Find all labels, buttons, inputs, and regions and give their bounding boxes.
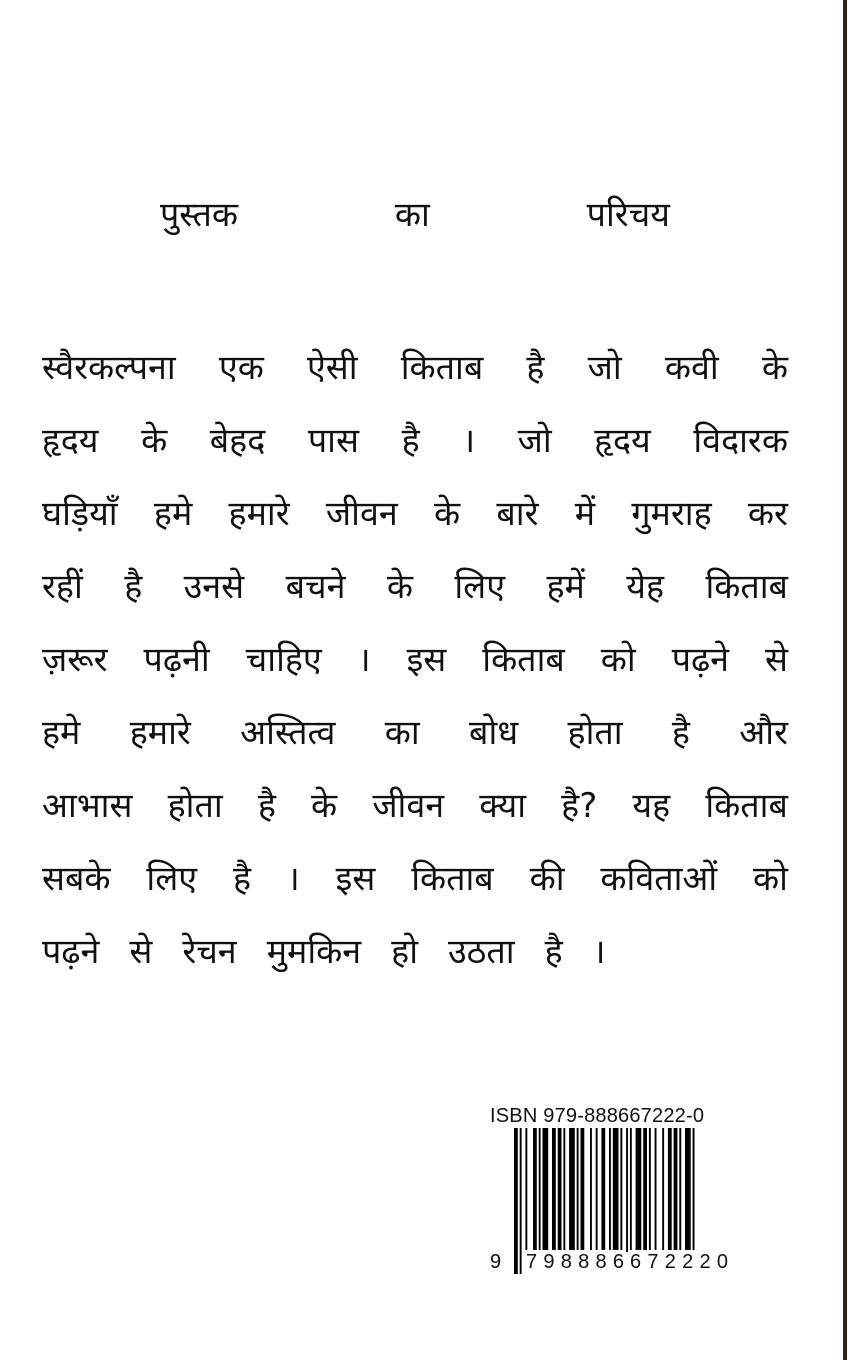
paragraph-word: बेहद [209,421,266,461]
paragraph-word: जीवन [325,494,398,534]
paragraph-word: किताब [705,567,788,607]
paragraph-word: होता [167,786,223,826]
barcode-digit: 2 [699,1251,711,1273]
paragraph-word: हमे [42,713,81,753]
paragraph-word: हमारे [228,494,290,534]
paragraph-word: जो [587,348,622,388]
paragraph-line [42,478,788,551]
barcode-digit: 7 [526,1251,538,1273]
paragraph-word: है [124,567,143,607]
barcode-bar [539,1128,541,1252]
paragraph-word: के [386,567,413,607]
barcode-digit: 9 [543,1251,555,1273]
paragraph-line [42,624,788,697]
barcode-bar [525,1128,527,1252]
paragraph-word: उनसे [183,567,245,607]
paragraph-word: किताब [482,640,565,680]
barcode-bar [626,1128,628,1252]
paragraph-line [42,332,788,405]
paragraph-word: गुमराह [631,494,712,534]
paragraph-word: बोध [469,713,519,753]
paragraph-word: ऐसी [306,348,358,388]
paragraph-word: रहीं [42,567,83,607]
paragraph-word: क्या [479,786,526,826]
paragraph-word: की [529,859,565,899]
barcode-digit-group-left [524,1250,626,1274]
barcode-bar [636,1128,642,1252]
paragraph-word: अस्तित्व [240,713,336,753]
page-title [160,190,670,240]
paragraph-word: । [357,640,371,680]
barcode-bar [620,1128,622,1252]
paragraph-line [42,843,788,916]
title-word: परिचय [586,195,670,235]
paragraph-word: जीवन [372,786,445,826]
barcode-bar [563,1128,565,1252]
paragraph-word: लिए [454,567,506,607]
barcode-bar [590,1128,592,1252]
paragraph-line [42,697,788,770]
barcode-bar [533,1128,537,1252]
paragraph-word: के [434,494,461,534]
paragraph-word: स्वैरकल्पना [42,348,176,388]
paragraph-word: से [129,932,153,972]
barcode-digit-first: 9 [490,1251,502,1273]
paragraph-word: है [232,859,251,899]
paragraph-word: । [286,859,300,899]
paragraph-word: मुमकिन [266,932,362,972]
barcode-bar [543,1128,549,1252]
paragraph-word: पढ़नी [143,640,210,680]
paragraph-word: कविताओं [600,859,718,899]
barcode-bar [569,1128,575,1252]
barcode-bar [668,1128,672,1252]
paragraph-word: होता [567,713,623,753]
paragraph-word: सबके [42,859,111,899]
paragraph-line [42,770,788,843]
paragraph-word: में [574,494,596,534]
paragraph-word: कर [747,494,788,534]
paragraph-word: किताब [400,348,484,388]
description-paragraph [42,332,788,989]
paragraph-word: को [753,859,788,899]
paragraph-word: है? [561,786,598,826]
paragraph-word: हमें [546,567,585,607]
paragraph-word: लिए [146,859,198,899]
paragraph-line [42,405,788,478]
paragraph-word: पढ़ने [42,932,100,972]
paragraph-word: किताब [705,786,788,826]
barcode-bar [630,1128,632,1252]
barcode-bar [552,1128,556,1252]
paragraph-word: है [257,786,276,826]
paragraph-word: । [462,421,476,461]
paragraph-word: येह [626,567,665,607]
paragraph-word: है [671,713,690,753]
barcode-digit: 8 [578,1251,590,1273]
paragraph-word: है [401,421,420,461]
barcode-digit: 8 [595,1251,607,1273]
barcode-bar [558,1128,562,1252]
paragraph-word: से [765,640,788,680]
barcode-bar [581,1128,585,1252]
barcode-digits [490,1250,748,1274]
paragraph-word: । [592,932,606,972]
barcode-bar [679,1128,681,1252]
barcode-bar [674,1128,678,1252]
paragraph-word: इस [406,640,447,680]
paragraph-word: घड़ियाँ [42,494,118,534]
barcode-digit-group-right [628,1250,730,1274]
barcode-bar [577,1128,579,1252]
barcode-digit: 2 [682,1251,694,1273]
barcode-digit: 6 [630,1251,642,1273]
paragraph-word: कवी [664,348,719,388]
paragraph-word: और [739,713,788,753]
paragraph-word: एक [218,348,264,388]
paragraph-word: हृदय [594,421,651,461]
paragraph-word: के [311,786,338,826]
paragraph-word: बचने [285,567,346,607]
paragraph-word: पढ़ने [671,640,730,680]
paragraph-word: इस [335,859,376,899]
paragraph-line [42,916,788,989]
paragraph-word: यह [632,786,671,826]
paragraph-word: बारे [496,494,539,534]
paragraph-word: आभास [42,786,133,826]
paragraph-word: ज़रूर [42,640,108,680]
barcode-bar [596,1128,598,1252]
barcode-digit: 8 [560,1251,572,1273]
paragraph-word: हमारे [129,713,191,753]
paragraph-word: के [761,348,788,388]
barcode-digit: 0 [716,1251,728,1273]
title-word: पुस्तक [160,195,239,235]
paragraph-word: चाहिए [245,640,322,680]
paragraph-word: को [600,640,636,680]
isbn-barcode-block [490,1104,748,1274]
paragraph-word: हो [391,932,419,972]
book-spine-edge [841,0,850,1360]
barcode-bar [613,1128,619,1252]
barcode-digit: 6 [612,1251,624,1273]
paragraph-word: उठता [448,932,515,972]
barcode-bar [643,1128,647,1252]
paragraph-word: है [544,932,563,972]
barcode-bar [649,1128,651,1252]
paragraph-word: जो [517,421,552,461]
paragraph-word: रेचन [182,932,237,972]
paragraph-word: पास [307,421,359,461]
isbn-label: ISBN 979-888667222-0 [490,1105,705,1127]
paragraph-word: हमे [153,494,193,534]
paragraph-word: का [384,713,420,753]
paragraph-word: विदारक [693,421,788,461]
title-word: का [394,195,430,235]
paragraph-word: है [526,348,545,388]
paragraph-word: के [141,421,168,461]
barcode-bar [655,1128,657,1252]
barcode-bar [662,1128,664,1252]
paragraph-word: किताब [411,859,494,899]
barcode-digit: 2 [664,1251,676,1273]
paragraph-word: हृदय [42,421,99,461]
paragraph-line [42,551,788,624]
barcode-digit: 7 [647,1251,659,1273]
